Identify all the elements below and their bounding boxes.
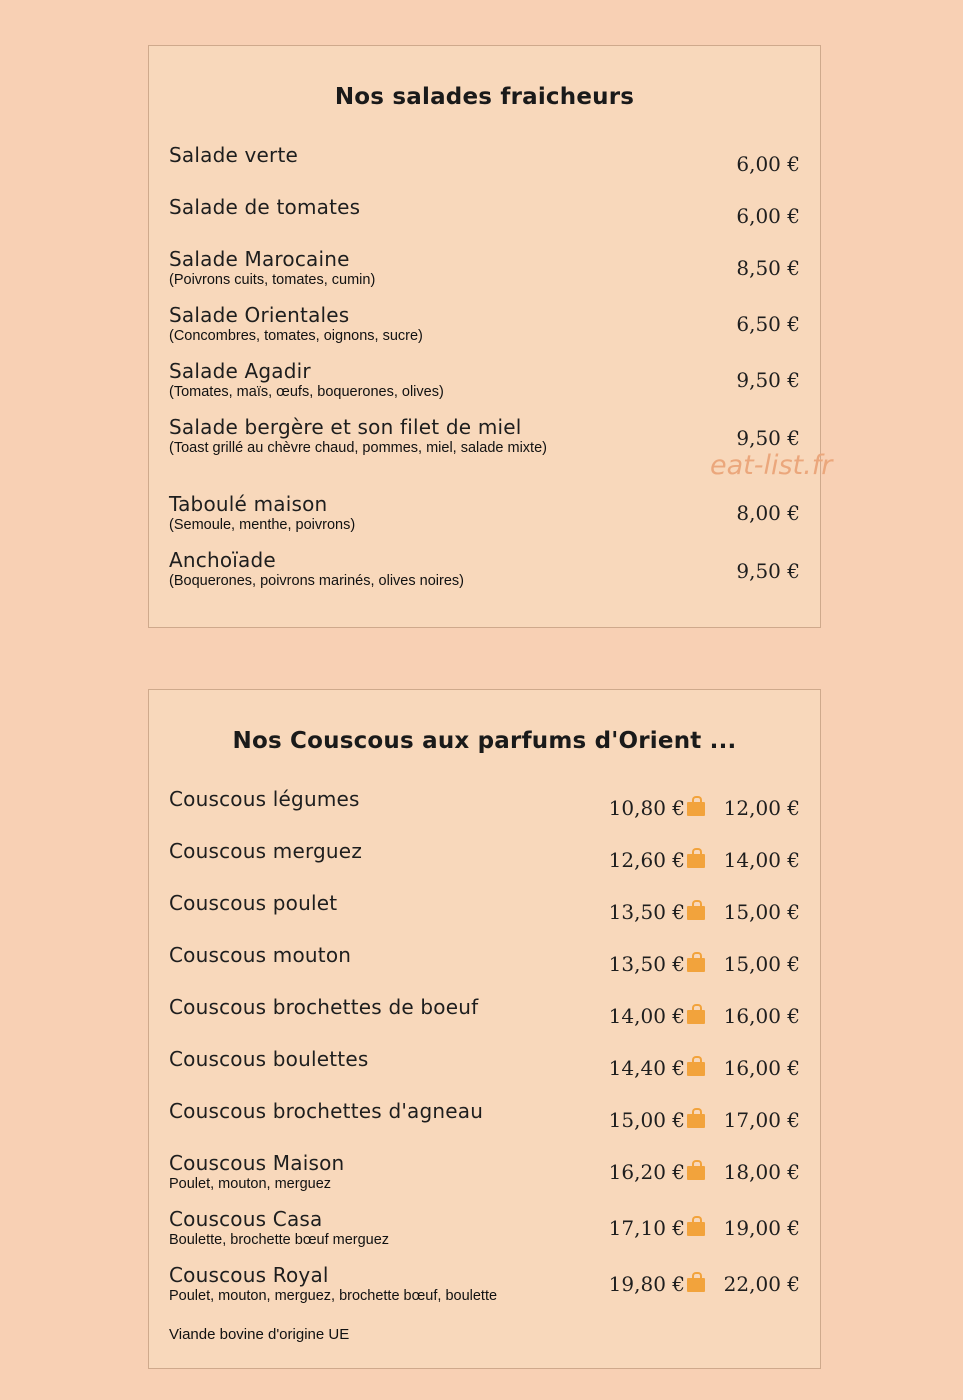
item-name: Couscous merguez [169,839,363,863]
item-price: 15,00 € [723,900,800,924]
salads-title: Nos salades fraicheurs [334,84,635,110]
item-name: Couscous brochettes de boeuf [169,995,479,1019]
item-name: Salade Agadir [169,359,311,383]
item-name: Salade bergère et son filet de miel [169,415,522,439]
takeaway-price [609,1108,705,1132]
item-description: Poulet, mouton, merguez [169,1176,332,1192]
item-price: 8,00 € [736,501,800,525]
item-name: Couscous poulet [169,891,338,915]
item-price: 19,00 € [723,1216,800,1240]
item-name: Salade verte [169,143,299,167]
takeaway-price-value: 17,10 € [608,1216,685,1240]
shopping-bag-icon [687,802,705,816]
menu-item [169,891,800,924]
item-price: 6,50 € [736,312,800,336]
item-name: Couscous boulettes [169,1047,369,1071]
item-description: (Tomates, maïs, œufs, boquerones, olives) [169,384,444,400]
item-name: Anchoïade [169,548,276,572]
menu-item [169,416,800,458]
menu-item [169,195,800,228]
item-name: Couscous légumes [169,787,360,811]
menu-item [169,995,800,1028]
takeaway-price-value: 10,80 € [608,796,685,820]
menu-item [169,1099,800,1132]
takeaway-price-value: 12,60 € [608,848,685,872]
item-description: (Boquerones, poivrons marinés, olives noires) [169,573,464,589]
takeaway-price [609,1216,705,1240]
item-name: Couscous mouton [169,943,352,967]
item-price: 6,00 € [736,204,800,228]
item-name: Salade Orientales [169,303,350,327]
item-price: 17,00 € [723,1108,800,1132]
item-price: 12,00 € [723,796,800,820]
item-price: 14,00 € [723,848,800,872]
takeaway-price [609,796,705,820]
item-price: 15,00 € [723,952,800,976]
takeaway-price [609,1160,705,1184]
item-name: Salade Marocaine [169,247,350,271]
item-price: 18,00 € [723,1160,800,1184]
menu-item [169,304,800,346]
menu-item [169,1208,800,1250]
takeaway-price [609,1272,705,1296]
takeaway-price [609,848,705,872]
shopping-bag-icon [687,1278,705,1292]
shopping-bag-icon [687,1222,705,1236]
takeaway-price-value: 19,80 € [608,1272,685,1296]
shopping-bag-icon [687,1010,705,1024]
item-description: Poulet, mouton, merguez, brochette bœuf, boulette [169,1288,498,1304]
item-name: Couscous Maison [169,1151,345,1175]
item-price: 9,50 € [736,426,800,450]
menu-item [169,839,800,872]
item-name: Couscous Casa [169,1207,323,1231]
takeaway-price-value: 16,20 € [608,1160,685,1184]
item-description: (Poivrons cuits, tomates, cumin) [169,272,376,288]
shopping-bag-icon [687,854,705,868]
takeaway-price-value: 14,00 € [608,1004,685,1028]
item-price: 22,00 € [723,1272,800,1296]
takeaway-price-value: 15,00 € [608,1108,685,1132]
menu-item [169,493,800,535]
menu-item [169,1152,800,1194]
menu-item [169,143,800,176]
item-price: 9,50 € [736,368,800,392]
couscous-menu-card [148,689,821,1369]
item-price: 16,00 € [723,1056,800,1080]
shopping-bag-icon [687,906,705,920]
menu-item [169,1047,800,1080]
item-description: (Toast grillé au chèvre chaud, pommes, miel, salade mixte) [169,440,547,456]
item-name: Salade de tomates [169,195,361,219]
item-price: 6,00 € [736,152,800,176]
item-price: 16,00 € [723,1004,800,1028]
salads-menu-card [148,45,821,628]
watermark: eat-list.fr [710,450,833,481]
item-description: (Concombres, tomates, oignons, sucre) [169,328,423,344]
item-price: 9,50 € [736,559,800,583]
couscous-title: Nos Couscous aux parfums d'Orient ... [232,728,737,754]
shopping-bag-icon [687,1114,705,1128]
item-price: 8,50 € [736,256,800,280]
shopping-bag-icon [687,1062,705,1076]
takeaway-price [609,1056,705,1080]
menu-item [169,248,800,290]
takeaway-price-value: 14,40 € [608,1056,685,1080]
shopping-bag-icon [687,958,705,972]
origin-footnote: Viande bovine d'origine UE [169,1326,350,1343]
takeaway-price [609,1004,705,1028]
item-description: (Semoule, menthe, poivrons) [169,517,356,533]
item-name: Couscous brochettes d'agneau [169,1099,484,1123]
menu-item [169,549,800,591]
menu-item [169,360,800,402]
takeaway-price [609,952,705,976]
item-description: Boulette, brochette bœuf merguez [169,1232,390,1248]
item-name: Taboulé maison [169,492,328,516]
menu-item [169,1264,800,1306]
takeaway-price-value: 13,50 € [608,952,685,976]
menu-item [169,943,800,976]
item-name: Couscous Royal [169,1263,329,1287]
menu-item [169,787,800,820]
shopping-bag-icon [687,1166,705,1180]
takeaway-price [609,900,705,924]
takeaway-price-value: 13,50 € [608,900,685,924]
